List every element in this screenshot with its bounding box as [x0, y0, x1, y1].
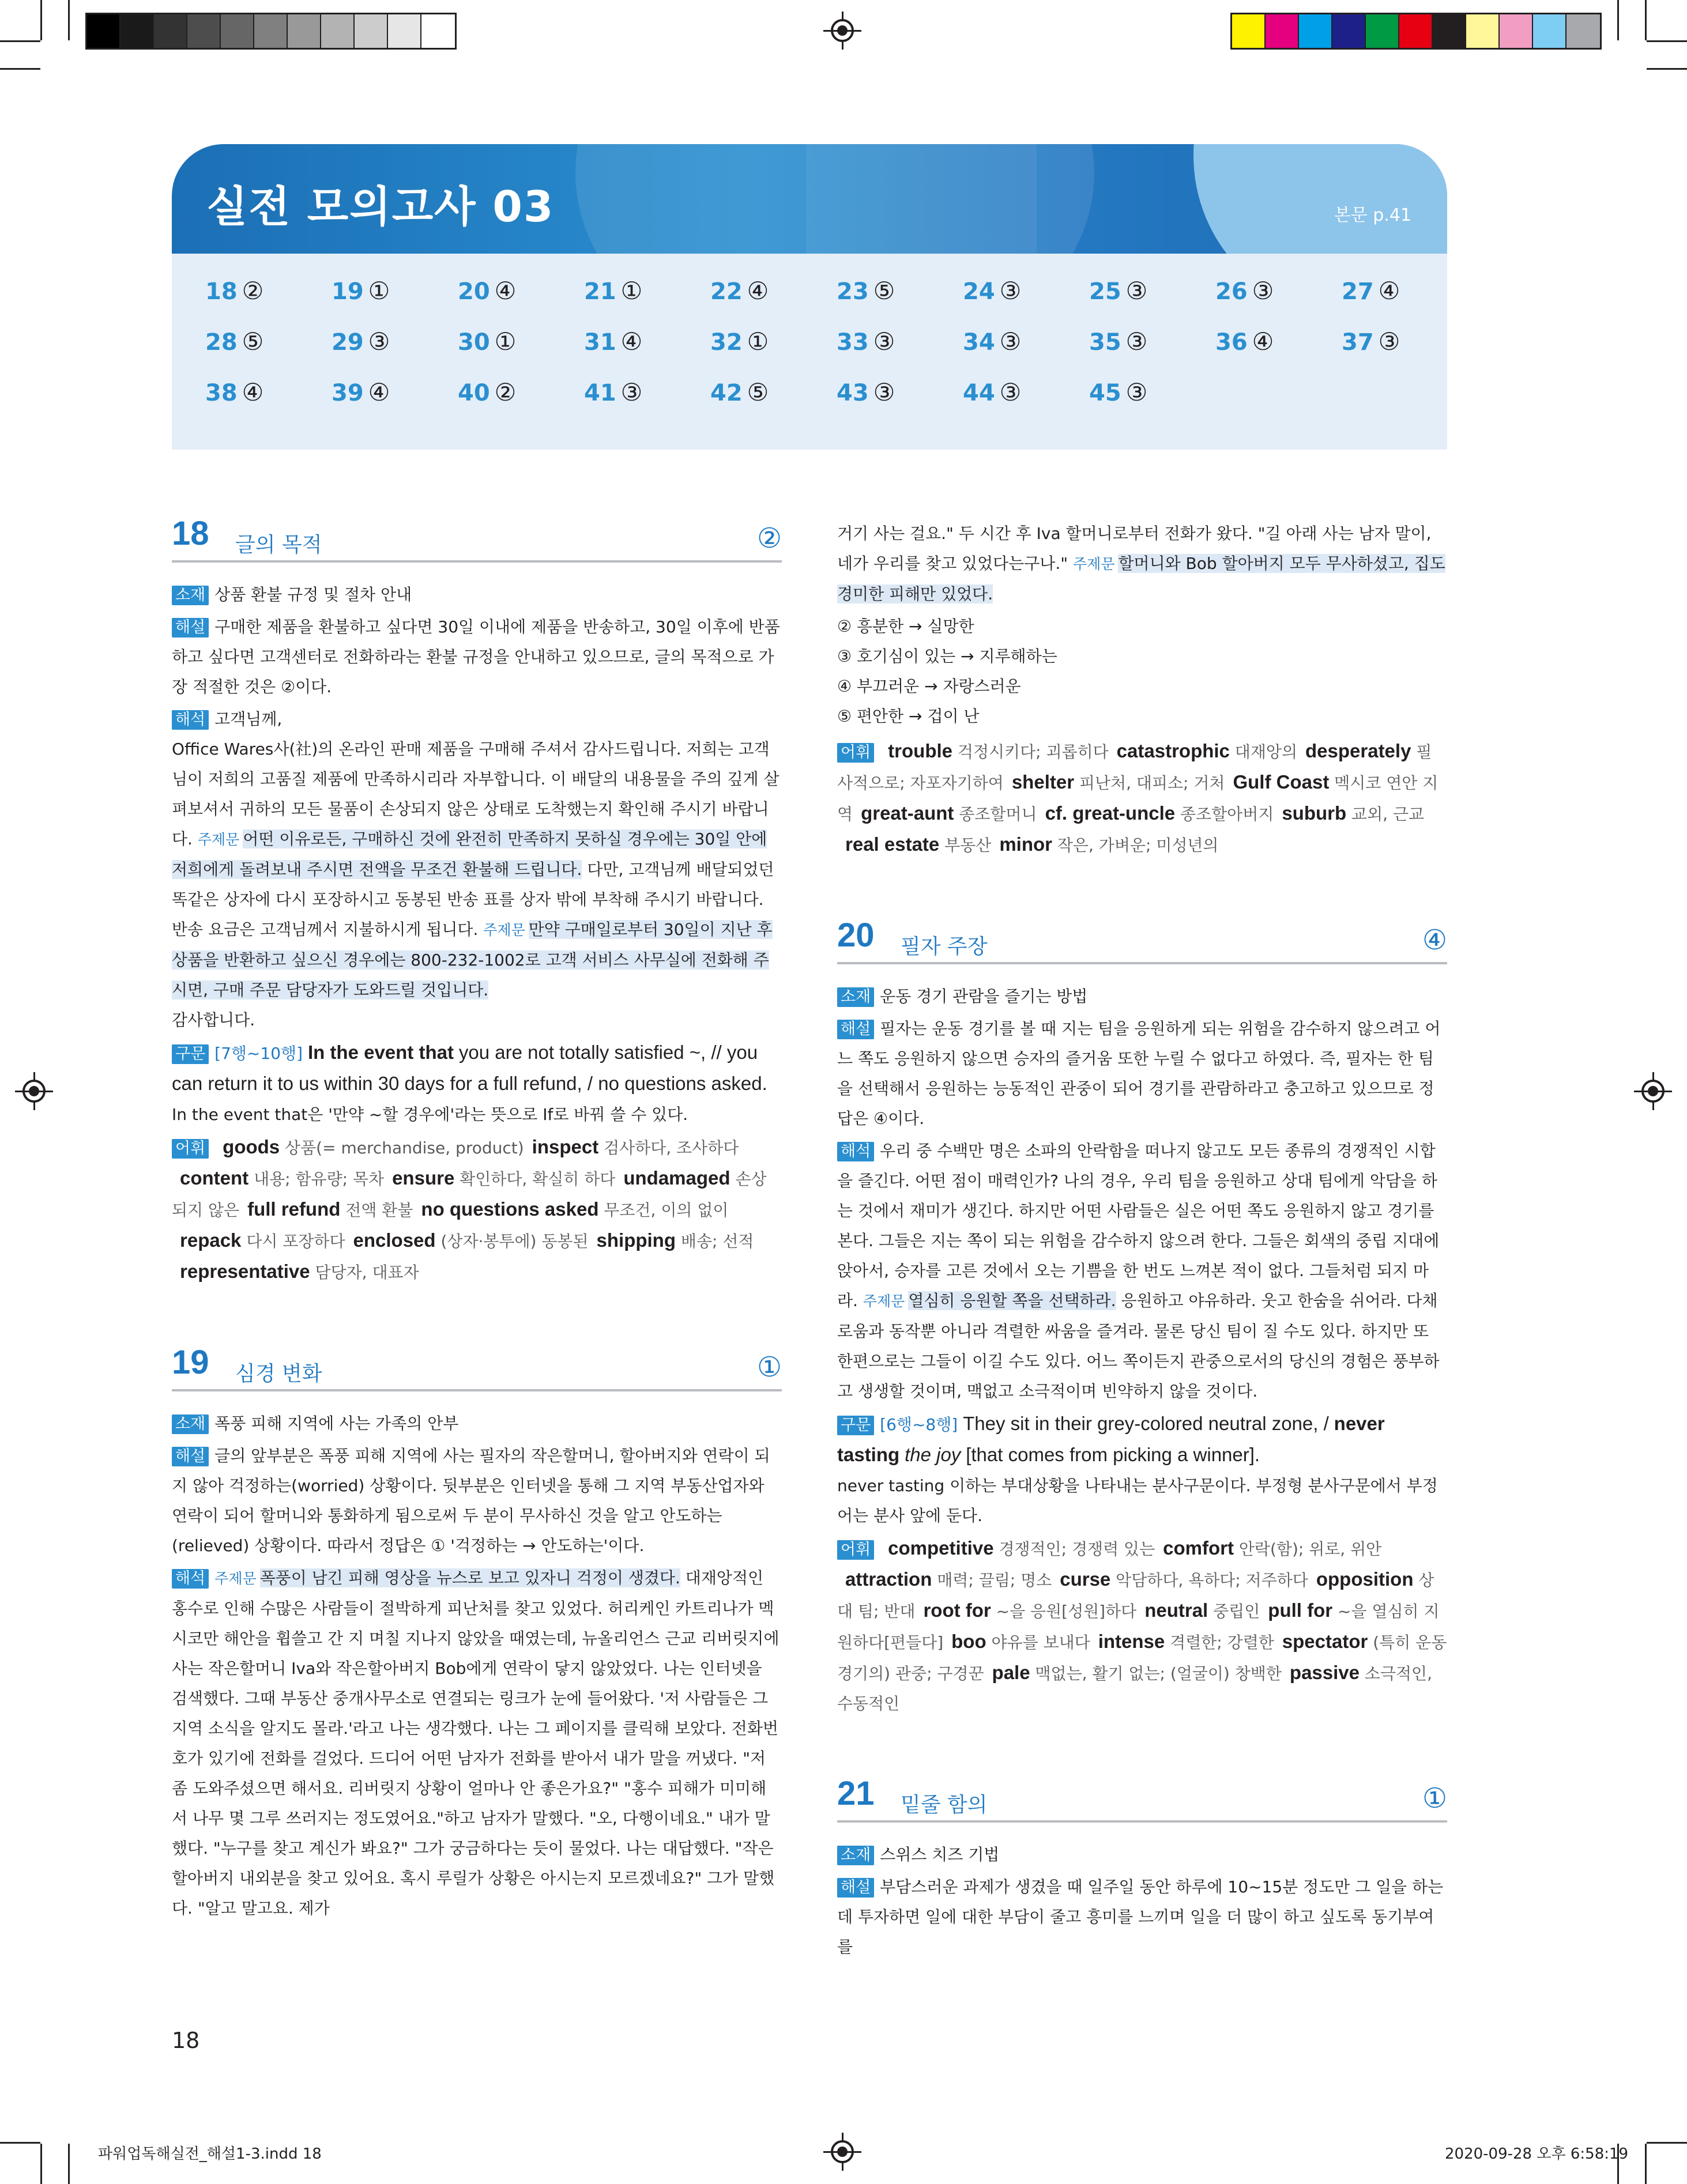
vocab-meaning: 소극적인, 수동적인 — [837, 1664, 1432, 1713]
answer-key-item: 21 ① — [584, 277, 643, 305]
vocab-meaning: 악담하다, 욕하다; 저주하다 — [1110, 1571, 1308, 1590]
vocab-meaning: 전액 환불 — [340, 1201, 413, 1220]
crop-mark — [1645, 0, 1647, 40]
answer-key-item: 26 ③ — [1215, 277, 1274, 305]
vocab-meaning: 중립인 — [1208, 1602, 1260, 1621]
process-color-bar — [1230, 13, 1602, 50]
translation: 해석 고객님께, Office Wares사(社)의 온라인 판매 제품을 구매해 주셔서 감사드립니다. 저희는 고객님이 저희의 고품질 제품에 만족하시리라 자부합니다. 이 배달의 내용물을 주의 깊게 살펴보셔서 귀하의 모든 물품이 손상되지 않은 상태로 도착했는지 확인해 주시기 바랍니다. 주제문 어떤 이유로든, 구매하신 것에 완전히 만족하지 못하실 경우에는 30일 안에 저희에게 돌려보내 주시면 전액을 무조건 환불해 드립니다. 다만, 고객님께 배달되었던 똑같은 상자에 다시 포장하시고 동봉된 반송 표를 상자 밖에 부착해 주시기 바랍니다. 반송 요금은 고객님께서 지불하시게 됩니다. 주제문 만약 구매일로부터 30일이 지난 후 상품을 반환하고 싶으신 경우에는 800-232-1002로 고객 서비스 사무실에 전화해 주시면, 구매 주문 담당자가 도와드릴 것입니다. 감사합니다. — [172, 710, 780, 1029]
color-swatch — [1266, 14, 1299, 48]
answer-key-item: 31 ④ — [584, 327, 643, 356]
vocab-meaning: 부동산 — [939, 836, 992, 855]
question-number: 18 — [172, 515, 209, 552]
answer-key-item: 28 ⑤ — [205, 327, 264, 356]
answer-key-item: 38 ④ — [205, 378, 264, 406]
answer-key-item: 34 ③ — [963, 327, 1022, 356]
color-swatch — [388, 14, 421, 48]
vocab-meaning: 걱정시키다; 괴롭히다 — [952, 742, 1109, 761]
vocab-meaning: 다시 포장하다 — [241, 1232, 345, 1251]
color-swatch — [355, 14, 388, 48]
answer-key-item: 36 ④ — [1215, 327, 1274, 356]
color-swatch — [1332, 14, 1366, 48]
answer-key-item: 42 ⑤ — [710, 378, 769, 406]
answer-key-item: 35 ③ — [1089, 327, 1148, 356]
vocab-meaning: 손상되지 않은 — [172, 1170, 767, 1220]
question-18-header — [172, 515, 782, 563]
topic-line: 소재 운동 경기 관람을 즐기는 방법 — [837, 982, 1447, 1012]
answer-key-item: 29 ③ — [332, 327, 390, 356]
crop-mark — [1617, 0, 1619, 40]
vocab-word: representative — [180, 1261, 310, 1282]
color-swatch — [221, 14, 254, 48]
vocab-meaning: 안락(함); 위로, 위안 — [1233, 1540, 1382, 1559]
color-swatch — [321, 14, 355, 48]
page-reference: 본문 p.41 — [1334, 205, 1411, 225]
answer-key-item: 27 ④ — [1342, 277, 1400, 305]
topic-line: 소재 상품 환불 규정 및 절차 안내 — [172, 580, 782, 610]
vocab-meaning: 무조건, 이의 없이 — [598, 1201, 729, 1220]
color-swatch — [1232, 14, 1266, 48]
color-swatch — [154, 14, 187, 48]
color-swatch — [1500, 14, 1533, 48]
vocab-meaning: 매력; 끌림; 명소 — [932, 1571, 1052, 1590]
answer-key-item: 39 ④ — [332, 378, 390, 406]
vocab-word: opposition — [1316, 1568, 1414, 1590]
vocab-word: competitive — [888, 1537, 994, 1559]
answer-key-item: 45 ③ — [1089, 378, 1148, 406]
vocab-word: no questions asked — [421, 1198, 599, 1220]
answer-key-item: 20 ④ — [458, 277, 517, 305]
answer-key-item: 37 ③ — [1342, 327, 1400, 356]
vocab-meaning: 멕시코 연안 지역 — [837, 774, 1439, 824]
answer-key-item: 23 ⑤ — [837, 277, 895, 305]
vocab-meaning: 경쟁적인; 경쟁력 있는 — [993, 1540, 1155, 1559]
question-number: 19 — [172, 1344, 209, 1381]
question-type: 밑줄 함의 — [901, 1793, 988, 1817]
page-number: 18 — [172, 2028, 200, 2053]
crop-mark — [68, 2144, 70, 2184]
explanation: 해설 구매한 제품을 환불하고 싶다면 30일 이내에 제품을 반송하고, 30일 이후에 반품하고 싶다면 고객센터로 전화하라는 환불 규정을 안내하고 있으므로, 글의 목적으로 가장 적절한 것은 ②이다. — [172, 617, 780, 696]
answer-key-item: 19 ① — [332, 277, 390, 305]
vocab-meaning: 종조할머니 — [954, 805, 1037, 824]
vocab-meaning: 종조할아버지 — [1175, 805, 1274, 824]
vocab-meaning: 검사하다, 조사하다 — [598, 1138, 739, 1157]
vocabulary-list: 어휘 trouble 걱정시키다; 괴롭히다 catastrophic 대재앙의 desperately 필사적으로; 자포자기하여 shelter 피난처, 대피소; 거처 Gulf Coast 멕시코 연안 지역 great-aunt 종조할머니 cf. great-uncle 종조할아버지 suburb 교외, 근교real estate 부동산 minor 작은, 가벼운; 미성년의 — [837, 740, 1439, 855]
vocab-meaning: ~을 열심히 지원하다[편들다] — [837, 1602, 1440, 1652]
print-timestamp: 2020-09-28 오후 6:58:19 — [1445, 2145, 1629, 2163]
header-banner — [172, 144, 1447, 254]
vocab-word: ensure — [392, 1167, 455, 1189]
color-swatch — [421, 14, 455, 48]
vocab-word: cf. great-uncle — [1045, 802, 1176, 824]
color-swatch — [1433, 14, 1466, 48]
vocab-meaning: 대재앙의 — [1229, 742, 1297, 761]
vocabulary-list: 어휘 competitive 경쟁적인; 경쟁력 있는 comfort 안락(함); 위로, 위안attraction 매력; 끌림; 명소 curse 악담하다, 욕하다; 저주하다 opposition 상대 팀; 반대 root for ~을 응원[성원]하다 neutral 중립인 pull for ~을 열심히 지원하다[편들다] boo 야유를 보내다 intense 격렬한; 강렬한 spectator (특히 운동 경기의) 관중; 구경꾼 pale 맥없는, 활기 없는; (얼굴이) 창백한 passive 소극적인, 수동적인 — [837, 1537, 1447, 1713]
explanation: 해설 필자는 운동 경기를 볼 때 지는 팀을 응원하게 되는 위험을 감수하지 않으려고 어느 쪽도 응원하지 않으면 승자의 즐거움 또한 누릴 수 없다고 하였다. 즉, 필자는 한 팀을 선택해서 응원하는 능동적인 관중이 되어 경기를 관람하라고 충고하고 있으므로 정답은 ④이다. — [837, 1019, 1441, 1128]
vocab-meaning: 필사적으로; 자포자기하여 — [837, 742, 1432, 793]
question-type: 필자 주장 — [901, 935, 988, 959]
vocab-word: attraction — [845, 1568, 932, 1590]
answer-key-item: 22 ④ — [710, 277, 769, 305]
vocab-word: minor — [999, 833, 1052, 855]
vocab-meaning: (상자·봉투에) 동봉된 — [435, 1232, 589, 1251]
vocab-word: pale — [992, 1662, 1030, 1683]
vocab-meaning: 내용; 함유량; 목차 — [248, 1170, 385, 1189]
vocab-meaning: 맥없는, 활기 없는; (얼굴이) 창백한 — [1030, 1664, 1282, 1683]
vocab-meaning: 상품(= merchandise, product) — [280, 1138, 524, 1157]
vocab-word: trouble — [888, 740, 952, 761]
explanation: 해설 부담스러운 과제가 생겼을 때 일주일 동안 하루에 10~15분 정도만 그 일을 하는 데 투자하면 일에 대한 부담이 줄고 흥미를 느끼며 일을 더 많이 하고 싶도록 동기부여를 — [837, 1877, 1444, 1956]
color-swatch — [187, 14, 221, 48]
color-swatch — [1566, 14, 1600, 48]
left-column — [172, 515, 782, 1926]
vocab-word: inspect — [532, 1136, 599, 1157]
grammar-note: 구문 [6행~8행] They sit in their grey-colored neutral zone, / never tasting the joy [that comes from picking a winner]. never tasting 이하는 부대상황을 나타내는 분사구문이다. 부정형 분사구문에서 부정어는 분사 앞에 둔다. — [837, 1413, 1438, 1525]
vocab-word: enclosed — [353, 1229, 436, 1251]
crop-mark — [1647, 40, 1687, 42]
vocab-word: shipping — [596, 1229, 676, 1251]
registration-mark-icon — [823, 2133, 861, 2171]
vocab-meaning: ~을 응원[성원]하다 — [991, 1602, 1137, 1621]
vocab-meaning: 피난처, 대피소; 거처 — [1074, 774, 1225, 793]
translation: 해석 주제문 폭풍이 남긴 피해 영상을 뉴스로 보고 있자니 걱정이 생겼다. 대재앙적인 홍수로 인해 수많은 사람들이 절박하게 피난처를 찾고 있었다. 허리케인 카트리나가 멕시코만 해안을 휩쓸고 간 지 며칠 지나지 않았을 때였는데, 뉴올리언스 근교 리버릿지에 사는 작은할머니 Iva와 작은할아버지 Bob에게 연락이 닿지 않았었다. 나는 인터넷을 검색했다. 그때 부동산 중개사무소로 연결되는 링크가 눈에 들어왔다. '저 사람들은 그 지역 소식을 알지도 몰라.'라고 나는 생각했다. 나는 그 페이지를 클릭해 보았다. 전화번호가 있기에 전화를 걸었다. 드디어 어떤 남자가 전화를 받아서 내가 말을 꺼냈다. "저 좀 도와주셨으면 해서요. 리버릿지 상황이 얼마나 안 좋은가요?" "홍수 피해가 미미해서 나무 몇 그루 쓰러지는 정도였어요."하고 남자가 말했다. "오, 다행이네요." 내가 말했다. "누구를 찾고 계신가 봐요?" 그가 궁금하다는 듯이 물었다. 나는 대답했다. "작은할아버지 내외분을 찾고 있어요. 혹시 루릴가 상황은 아시는지 모르겠네요?" 그가 말했다. "알고 말고요. 제가 — [172, 1568, 780, 1918]
answer-key-item: 44 ③ — [963, 378, 1022, 406]
answer-key-item: 18 ② — [205, 277, 264, 305]
vocab-word: undamaged — [623, 1167, 730, 1189]
question-type: 심경 변화 — [235, 1362, 322, 1386]
grammar-note: 구문 [7행~10행] In the event that you are not totally satisfied ~, // you can return it to us within 30 days for a full refund, / no questions asked. In the event that은 '만약 ~할 경우에'라는 뜻으로 If로 바꿔 쓸 수 있다. — [172, 1042, 767, 1124]
vocab-word: desperately — [1305, 740, 1411, 761]
page-title: 실전 모의고사 03 — [206, 182, 555, 232]
vocab-meaning: (특히 운동 경기의) 관중; 구경꾼 — [837, 1633, 1447, 1683]
question-answer: ① — [1422, 1782, 1447, 1815]
answer-key-item: 25 ③ — [1089, 277, 1148, 305]
vocab-word: passive — [1289, 1662, 1360, 1683]
vocab-word: real estate — [845, 833, 940, 855]
color-swatch — [87, 14, 120, 48]
question-number: 20 — [837, 916, 875, 954]
color-swatch — [288, 14, 321, 48]
crop-mark — [0, 40, 40, 42]
file-slug: 파워업독해실전_해설1-3.indd 18 — [98, 2145, 322, 2163]
vocab-word: goods — [223, 1136, 280, 1157]
color-swatch — [120, 14, 154, 48]
vocab-word: repack — [180, 1229, 242, 1251]
answer-key-grid — [172, 254, 1447, 450]
question-20-header — [837, 916, 1447, 964]
answer-key-item: 24 ③ — [963, 277, 1022, 305]
topic-line: 소재 폭풍 피해 지역에 사는 가족의 안부 — [172, 1409, 782, 1439]
crop-mark — [40, 2144, 42, 2184]
vocab-word: neutral — [1144, 1600, 1208, 1621]
vocab-word: content — [180, 1167, 249, 1189]
vocab-word: suburb — [1282, 802, 1347, 824]
color-swatch — [1399, 14, 1433, 48]
crop-mark — [0, 2142, 40, 2144]
option-list: ② 흥분한 → 실망한 ③ 호기심이 있는 → 지루해하는 ④ 부끄러운 → 자랑스러운 ⑤ 편안한 → 겁이 난 — [837, 617, 1057, 726]
question-answer: ② — [756, 522, 782, 555]
vocab-meaning: 상대 팀; 반대 — [837, 1571, 1434, 1621]
question-answer: ④ — [1422, 924, 1447, 956]
question-answer: ① — [756, 1351, 782, 1383]
answer-key-item: 40 ② — [458, 378, 517, 406]
vocab-word: spectator — [1282, 1631, 1368, 1652]
explanation: 해설 글의 앞부분은 폭풍 피해 지역에 사는 필자의 작은할머니, 할아버지와 연락이 되지 않아 걱정하는(worried) 상황이다. 뒷부분은 인터넷을 통해 그 지역 부동산업자와 연락이 되어 할머니와 통화하게 됨으로써 두 분이 무사하신 것을 알고 안도하는(relieved) 상황이다. 따라서 정답은 ① '걱정하는 → 안도하는'이다. — [172, 1446, 770, 1555]
vocab-word: great-aunt — [861, 802, 954, 824]
vocab-meaning: 확인하다, 확실히 하다 — [454, 1170, 616, 1189]
question-19-header — [172, 1344, 782, 1391]
question-number: 21 — [837, 1775, 875, 1812]
answer-key-item: 30 ① — [458, 327, 517, 356]
vocab-word: boo — [951, 1631, 986, 1652]
color-swatch — [1466, 14, 1500, 48]
translation-continued: 거기 사는 걸요." 두 시간 후 Iva 할머니로부터 전화가 왔다. "길 아래 사는 남자 말이, 네가 우리를 찾고 있었다는구나." 주제문 할머니와 Bob 할아버지 모두 무사하셨고, 집도 경미한 피해만 있었다. — [837, 524, 1445, 603]
registration-mark-icon — [1634, 1072, 1672, 1110]
vocabulary-list: 어휘 goods 상품(= merchandise, product) inspect 검사하다, 조사하다content 내용; 함유량; 목차 ensure 확인하다, 확실히 하다 undamaged 손상되지 않은 full refund 전액 환불 no questions asked 무조건, 이의 없이repack 다시 포장하다 enclosed (상자·봉투에) 동봉된 shipping 배송; 선적representative 담당자, 대표자 — [172, 1136, 767, 1282]
color-swatch — [1299, 14, 1332, 48]
vocab-word: shelter — [1011, 771, 1075, 793]
vocab-meaning: 작은, 가벼운; 미성년의 — [1052, 836, 1219, 855]
crop-mark — [40, 0, 42, 40]
vocab-meaning: 교외, 근교 — [1346, 805, 1425, 824]
question-type: 글의 목적 — [235, 533, 322, 557]
vocab-word: comfort — [1163, 1537, 1234, 1559]
answer-key-item: 43 ③ — [837, 378, 895, 406]
registration-mark-icon — [823, 12, 861, 50]
color-swatch — [1533, 14, 1566, 48]
topic-line: 소재 스위스 치즈 기법 — [837, 1840, 1447, 1870]
vocab-word: curse — [1060, 1568, 1111, 1590]
question-21-header — [837, 1775, 1447, 1823]
vocab-word: full refund — [247, 1198, 341, 1220]
vocab-word: root for — [923, 1600, 991, 1621]
right-column — [837, 519, 1447, 1964]
vocab-meaning: 격렬한; 강렬한 — [1165, 1633, 1274, 1652]
answer-key-item: 32 ① — [710, 327, 769, 356]
crop-mark — [68, 0, 70, 40]
crop-mark — [1645, 2144, 1647, 2184]
vocab-word: pull for — [1268, 1600, 1333, 1621]
answer-key-item: 41 ③ — [584, 378, 643, 406]
vocab-meaning: 배송; 선적 — [676, 1232, 754, 1251]
crop-mark — [0, 68, 40, 70]
vocab-word: catastrophic — [1116, 740, 1230, 761]
registration-mark-icon — [15, 1072, 53, 1110]
vocab-word: Gulf Coast — [1233, 771, 1330, 793]
crop-mark — [1647, 68, 1687, 70]
answer-key-item: 33 ③ — [837, 327, 895, 356]
vocab-word: intense — [1098, 1631, 1165, 1652]
grayscale-color-bar — [85, 13, 457, 50]
crop-mark — [1647, 2142, 1687, 2144]
vocab-meaning: 담당자, 대표자 — [310, 1263, 419, 1282]
translation: 해석 우리 중 수백만 명은 소파의 안락함을 떠나지 않고도 모든 종류의 경쟁적인 시합을 즐긴다. 어떤 점이 매력인가? 나의 경우, 우리 팀을 응원하고 상대 팀에게 악담을 하는 것에서 재미가 생긴다. 하지만 어떤 사람들은 실은 어떤 쪽도 응원하지 않고 경기를 본다. 그들은 지는 쪽이 되는 위험을 감수하지 않으려 한다. 그들은 회색의 중립 지대에 앉아서, 승자를 고른 것에서 오는 기쁨을 한 번도 느껴본 적이 없다. 그들처럼 되지 마라. 주제문 열심히 응원할 쪽을 선택하라. 응원하고 야유하라. 웃고 한숨을 쉬어라. 다채로움과 동작뿐 아니라 격렬한 싸움을 즐겨라. 물론 당신 팀이 질 수도 있다. 하지만 또 한편으로는 그들이 이길 수도 있다. 어느 쪽이든지 관중으로서의 당신의 경험은 풍부하고 생생할 것이며, 맥없고 소극적이며 빈약하지 않을 것이다. — [837, 1141, 1440, 1401]
color-swatch — [254, 14, 288, 48]
color-swatch — [1366, 14, 1399, 48]
vocab-meaning: 야유를 보내다 — [986, 1633, 1090, 1652]
